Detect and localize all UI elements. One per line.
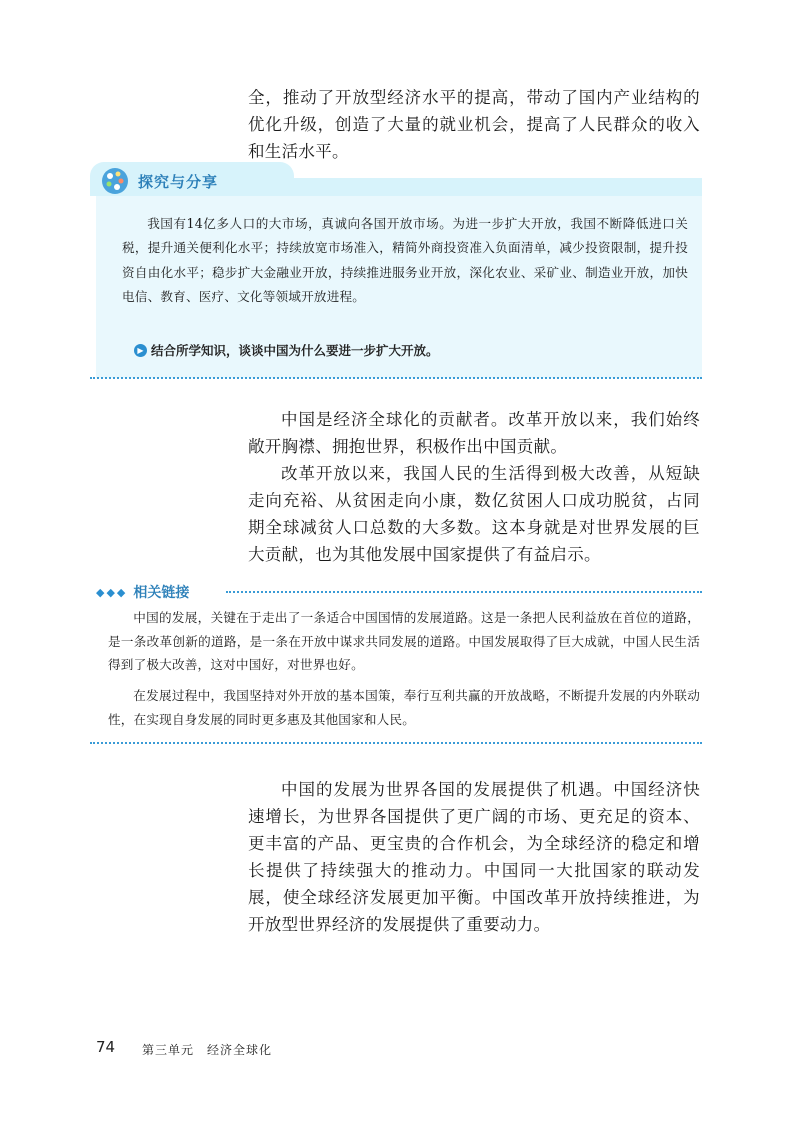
related-link-title: 相关链接 [133, 585, 190, 601]
diamond-bullets-icon: ◆◆◆ [96, 585, 128, 599]
unit-title: 第三单元 经济全球化 [142, 1043, 273, 1057]
palette-icon [100, 166, 130, 196]
explore-bottom-divider [90, 377, 702, 379]
related-link-header [96, 582, 189, 602]
question-text: 结合所学知识，谈谈中国为什么要进一步扩大开放。 [151, 343, 439, 358]
related-link-paragraph-2: 在发展过程中，我国坚持对外开放的基本国策，奉行互利共赢的开放战略，不断提升发展的内外联动性，在实现自身发展的同时更多惠及其他国家和人民。 [108, 688, 700, 727]
bottom-paragraph: 中国的发展为世界各国的发展提供了机遇。中国经济快速增长，为世界各国提供了更广阔的市场、更充足的资本、更丰富的产品、更宝贵的合作机会，为全球经济的稳定和增长提供了持续强大的推动力。中国同一大批国家的联动发展，使全球经济发展更加平衡。中国改革开放持续推进，为开放型世界经济的发展提供了重要动力。 [248, 780, 700, 934]
related-link-bottom-divider [90, 742, 702, 744]
explore-title: 探究与分享 [138, 173, 219, 191]
body-paragraph-2: 改革开放以来，我国人民的生活得到极大改善，从短缺走向充裕、从贫困走向小康，数亿贫困人口成功脱贫，占同期全球减贫人口总数的大多数。这本身就是对世界发展的巨大贡献，也为其他发展中国家提供了有益启示。 [248, 464, 700, 564]
body-paragraph-1: 中国是经济全球化的贡献者。改革开放以来，我们始终敞开胸襟、拥抱世界，积极作出中国贡献。 [248, 410, 700, 456]
play-circle-icon: ▶ [134, 344, 147, 357]
top-paragraph: 全，推动了开放型经济水平的提高，带动了国内产业结构的优化升级，创造了大量的就业机会，提高了人民群众的收入和生活水平。 [248, 88, 700, 161]
explore-question [134, 341, 439, 359]
page-number: 74 [96, 1038, 116, 1056]
related-link-paragraph-1: 中国的发展，关键在于走出了一条适合中国国情的发展道路。这是一条把人民利益放在首位的道路，是一条改革创新的道路，是一条在开放中谋求共同发展的道路。中国发展取得了巨大成就，中国人民生活得到了极大改善，这对中国好，对世界也好。 [108, 610, 700, 672]
explore-text: 我国有14亿多人口的大市场，真诚向各国开放市场。为进一步扩大开放，我国不断降低进口关税，提升通关便利化水平；持续放宽市场准入，精简外商投资准入负面清单，减少投资限制，提升投资自由化水平；稳步扩大金融业开放，持续推进服务业开放，深化农业、采矿业、制造业开放，加快电信、教育、医疗、文化等领域开放进程。 [122, 216, 688, 304]
related-link-divider [226, 591, 702, 593]
